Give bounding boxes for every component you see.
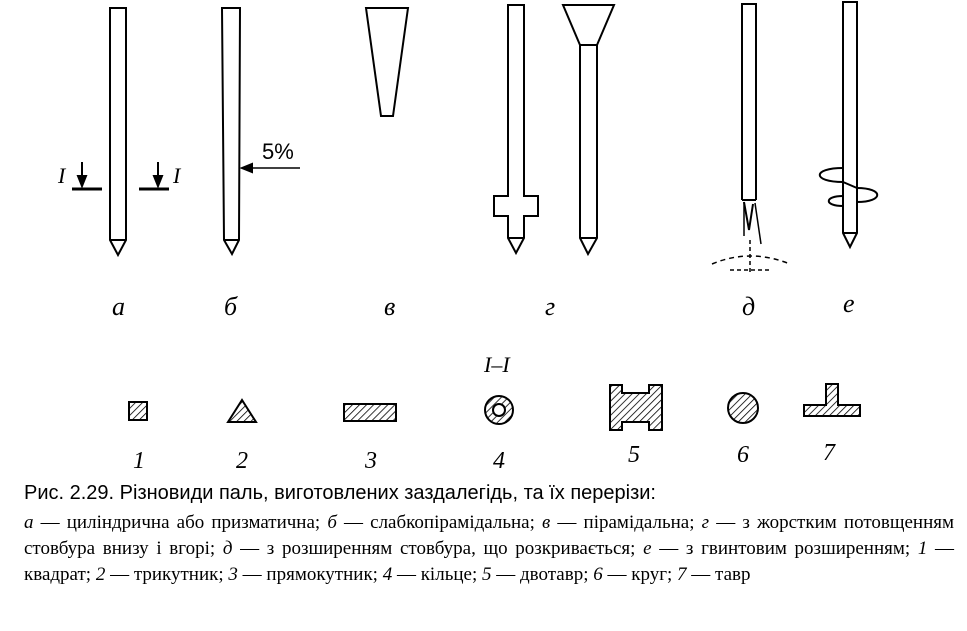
section-marker-left: I (58, 163, 66, 188)
section-number-7: 7 (823, 440, 835, 466)
caption-title: Рис. 2.29. Різновиди паль, виготовлених заздалегідь, та їх перерізи: (24, 482, 656, 504)
caption-item: 5 — двотавр; (482, 564, 594, 585)
section-circle (728, 393, 758, 423)
caption-item: г — з жорстким потовщенням стовбура внизу і вгорі; (24, 512, 955, 559)
pile-e (820, 2, 878, 247)
section-rectangle (344, 404, 396, 421)
figure-caption (24, 480, 954, 588)
pile-label-e: е (843, 289, 855, 318)
section-title: I–I (484, 352, 510, 377)
caption-item: а — циліндрична або призматична; (24, 512, 328, 533)
pile-label-v: в (384, 292, 396, 321)
section-square (129, 402, 147, 420)
pile-g1 (494, 5, 538, 253)
caption-item: д — з розширенням стовбура, що розкривається; (222, 538, 644, 559)
section-marker-right: I (173, 163, 181, 188)
caption-item: 7 — тавр (677, 564, 751, 585)
pile-a (110, 8, 126, 255)
pile-b (222, 8, 300, 254)
pile-g2 (563, 5, 614, 254)
section-triangle (228, 400, 256, 422)
pile-label-d: д (742, 292, 756, 321)
caption-body (24, 510, 954, 588)
caption-item: в — пірамідальна; (542, 512, 702, 533)
pile-label-g: г (545, 292, 556, 321)
caption-item: 4 — кільце; (382, 564, 482, 585)
section-number-6: 6 (737, 442, 749, 468)
caption-item: 1 — квадрат; (24, 538, 955, 585)
caption-item: б — слабкопірамідальна; (327, 512, 543, 533)
taper-label: 5% (262, 139, 294, 164)
section-t-beam (804, 384, 860, 416)
section-number-5: 5 (628, 442, 640, 468)
pile-label-a: а (112, 292, 125, 321)
section-mark-i-i (72, 162, 169, 189)
section-number-3: 3 (365, 448, 377, 474)
caption-item: 3 — прямокутник; (228, 564, 383, 585)
section-number-1: 1 (133, 448, 145, 474)
section-number-4: 4 (493, 448, 505, 474)
pile-v (366, 8, 408, 116)
section-number-2: 2 (236, 448, 248, 474)
section-i-beam (610, 385, 662, 430)
pile-d (712, 4, 790, 272)
caption-item: 6 — круг; (593, 564, 678, 585)
section-ring (485, 396, 513, 424)
caption-item: е — з гвинтовим розширенням; (643, 538, 918, 559)
caption-item: 2 — трикутник; (95, 564, 229, 585)
pile-label-b: б (224, 292, 238, 321)
